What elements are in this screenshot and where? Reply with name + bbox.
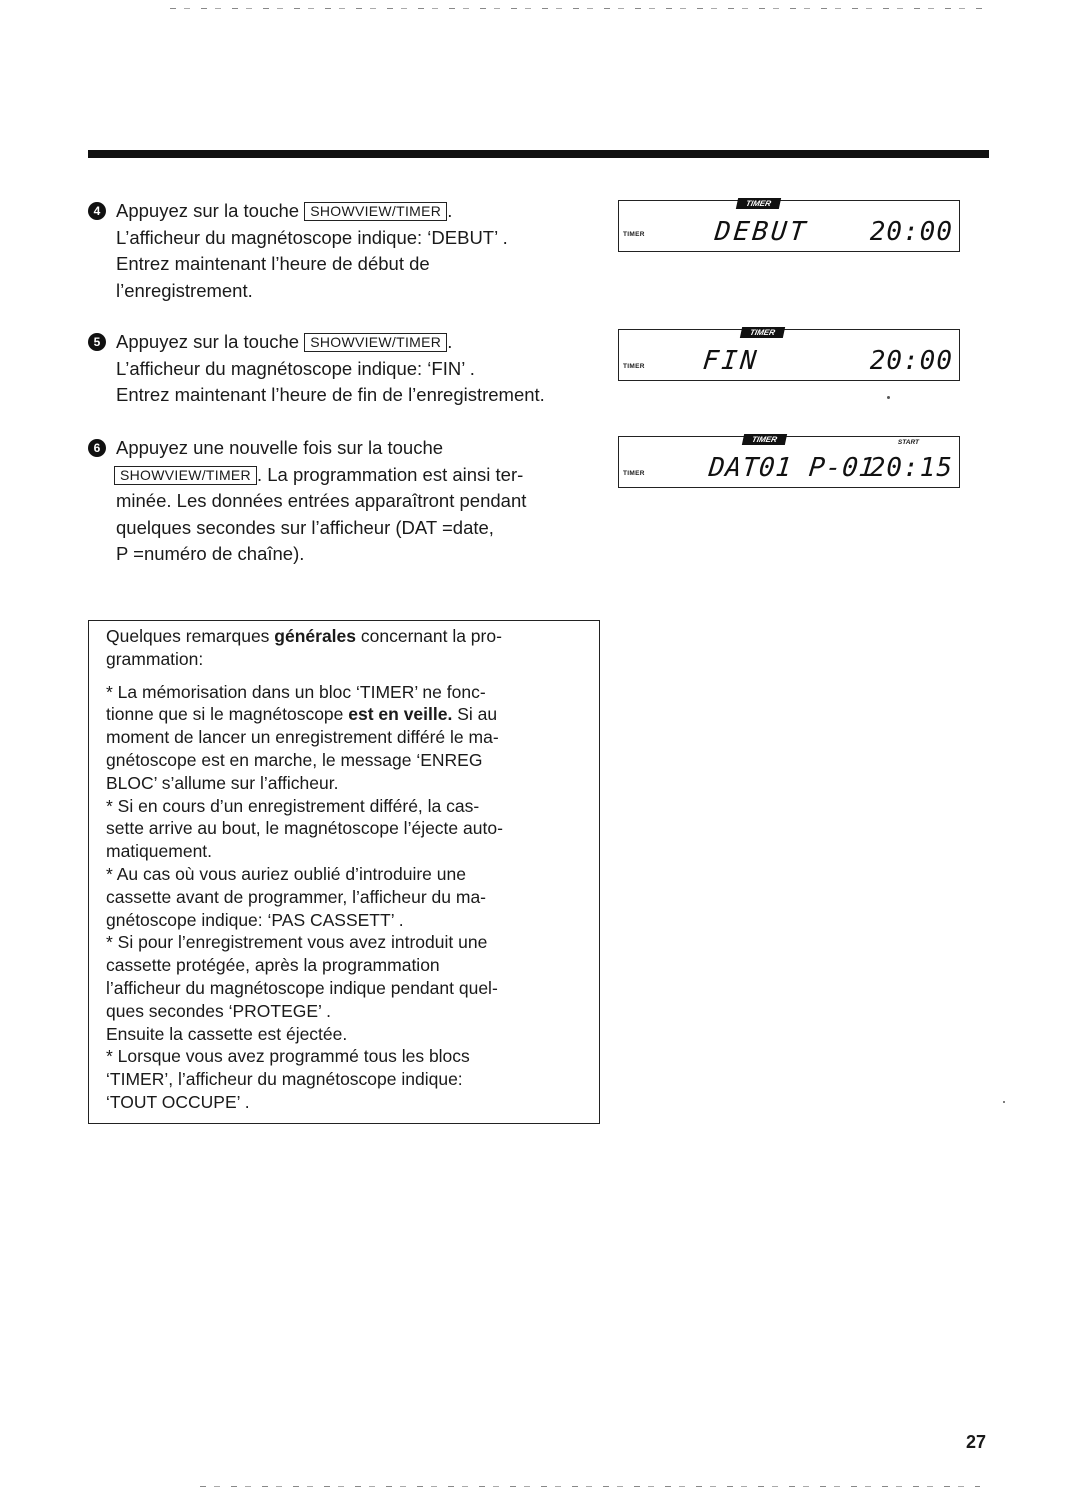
notes-line: ‘TIMER’, l’afficheur du magnétoscope indique: xyxy=(106,1069,463,1090)
notes-line: * Si en cours d’un enregistrement différé, la cas- xyxy=(106,795,480,816)
notes-line: gnétoscope indique: ‘PAS CASSETT’ . xyxy=(106,909,404,930)
timer-indicator: TIMER xyxy=(740,327,785,338)
step-number-badge: 6 xyxy=(88,439,106,457)
notes-line: Ensuite la cassette est éjectée. xyxy=(106,1023,348,1044)
scan-noise-bottom xyxy=(200,1486,980,1487)
header-rule xyxy=(88,150,989,158)
notes-line: cassette protégée, après la programmation xyxy=(106,955,440,976)
notes-line: * La mémorisation dans un bloc ‘TIMER’ ne fonc- xyxy=(106,681,486,702)
step-line: L’afficheur du magnétoscope indique: ‘DEBUT’ . xyxy=(116,226,508,248)
scan-noise-top xyxy=(170,8,990,9)
display-text: DAT01 P-01 xyxy=(707,453,878,483)
notes-line: * Lorsque vous avez programmé tous les blocs xyxy=(106,1046,470,1067)
timer-label: TIMER xyxy=(623,363,645,370)
step-line: Appuyez une nouvelle fois sur la touche xyxy=(116,437,444,458)
step-number-badge: 4 xyxy=(88,202,106,220)
notes-line: ‘TOUT OCCUPE’ . xyxy=(106,1091,250,1112)
step-line: quelques secondes sur l’afficheur (DAT =date, xyxy=(116,516,494,538)
step-line: Entrez maintenant l’heure de début de xyxy=(116,253,430,274)
scan-speck xyxy=(887,396,890,399)
showview-timer-key: SHOWVIEW/TIMER xyxy=(304,333,447,352)
timer-label: TIMER xyxy=(623,231,645,238)
notes-line: gnétoscope est en marche, le message ‘ENREG xyxy=(106,749,483,770)
timer-label: TIMER xyxy=(623,470,645,477)
notes-line: * Si pour l’enregistrement vous avez introduit une xyxy=(106,932,488,953)
step-line: L’afficheur du magnétoscope indique: ‘FIN’ . xyxy=(116,357,475,379)
step-5 xyxy=(88,329,545,409)
scan-speck xyxy=(1003,1101,1005,1103)
notes-line: tionne que si le magnétoscope est en veille. Si au xyxy=(106,704,498,725)
display-text: FIN xyxy=(701,346,761,376)
vcr-display-fin xyxy=(618,329,960,381)
display-text: DEBUT xyxy=(713,217,810,247)
timer-indicator: TIMER xyxy=(736,198,781,209)
step-line: SHOWVIEW/TIMER . La programmation est ainsi ter- xyxy=(114,462,526,489)
step-line: l’enregistrement. xyxy=(116,279,253,301)
general-remarks-box xyxy=(88,620,600,1124)
notes-line: l’afficheur du magnétoscope indique pendant quel- xyxy=(106,977,498,998)
notes-line: cassette avant de programmer, l’afficheur du ma- xyxy=(106,886,487,907)
vcr-display-summary xyxy=(618,436,960,488)
step-line: Entrez maintenant l’heure de fin de l’enregistrement. xyxy=(116,384,545,405)
notes-line: grammation: xyxy=(106,648,204,669)
start-label: START xyxy=(897,439,919,446)
step-6 xyxy=(88,435,526,568)
step-line: Appuyez sur la touche SHOWVIEW/TIMER . xyxy=(116,331,453,352)
notes-line: Quelques remarques générales concernant la pro- xyxy=(106,626,502,646)
step-line: Appuyez sur la touche SHOWVIEW/TIMER . xyxy=(116,200,453,221)
notes-line: ques secondes ‘PROTEGE’ . xyxy=(106,1000,332,1021)
step-line: minée. Les données entrées apparaîtront pendant xyxy=(116,490,527,511)
step-line: P =numéro de chaîne). xyxy=(116,543,305,564)
showview-timer-key: SHOWVIEW/TIMER xyxy=(304,202,447,221)
page-number: 27 xyxy=(966,1432,987,1452)
step-4 xyxy=(88,198,508,304)
notes-line: matiquement. xyxy=(106,841,213,862)
step-number-badge: 5 xyxy=(88,333,106,351)
display-time: 20:00 xyxy=(869,217,953,247)
notes-line: * Au cas où vous auriez oublié d’introduire une xyxy=(106,863,466,884)
display-time: 20:15 xyxy=(869,453,953,483)
showview-timer-key: SHOWVIEW/TIMER xyxy=(114,466,257,485)
timer-indicator: TIMER xyxy=(742,434,787,445)
notes-line: moment de lancer un enregistrement différé le ma- xyxy=(106,727,499,748)
notes-line: BLOC’ s’allume sur l’afficheur. xyxy=(106,772,339,793)
display-time: 20:00 xyxy=(869,346,953,376)
notes-line: sette arrive au bout, le magnétoscope l’éjecte auto- xyxy=(106,818,503,839)
vcr-display-debut xyxy=(618,200,960,252)
